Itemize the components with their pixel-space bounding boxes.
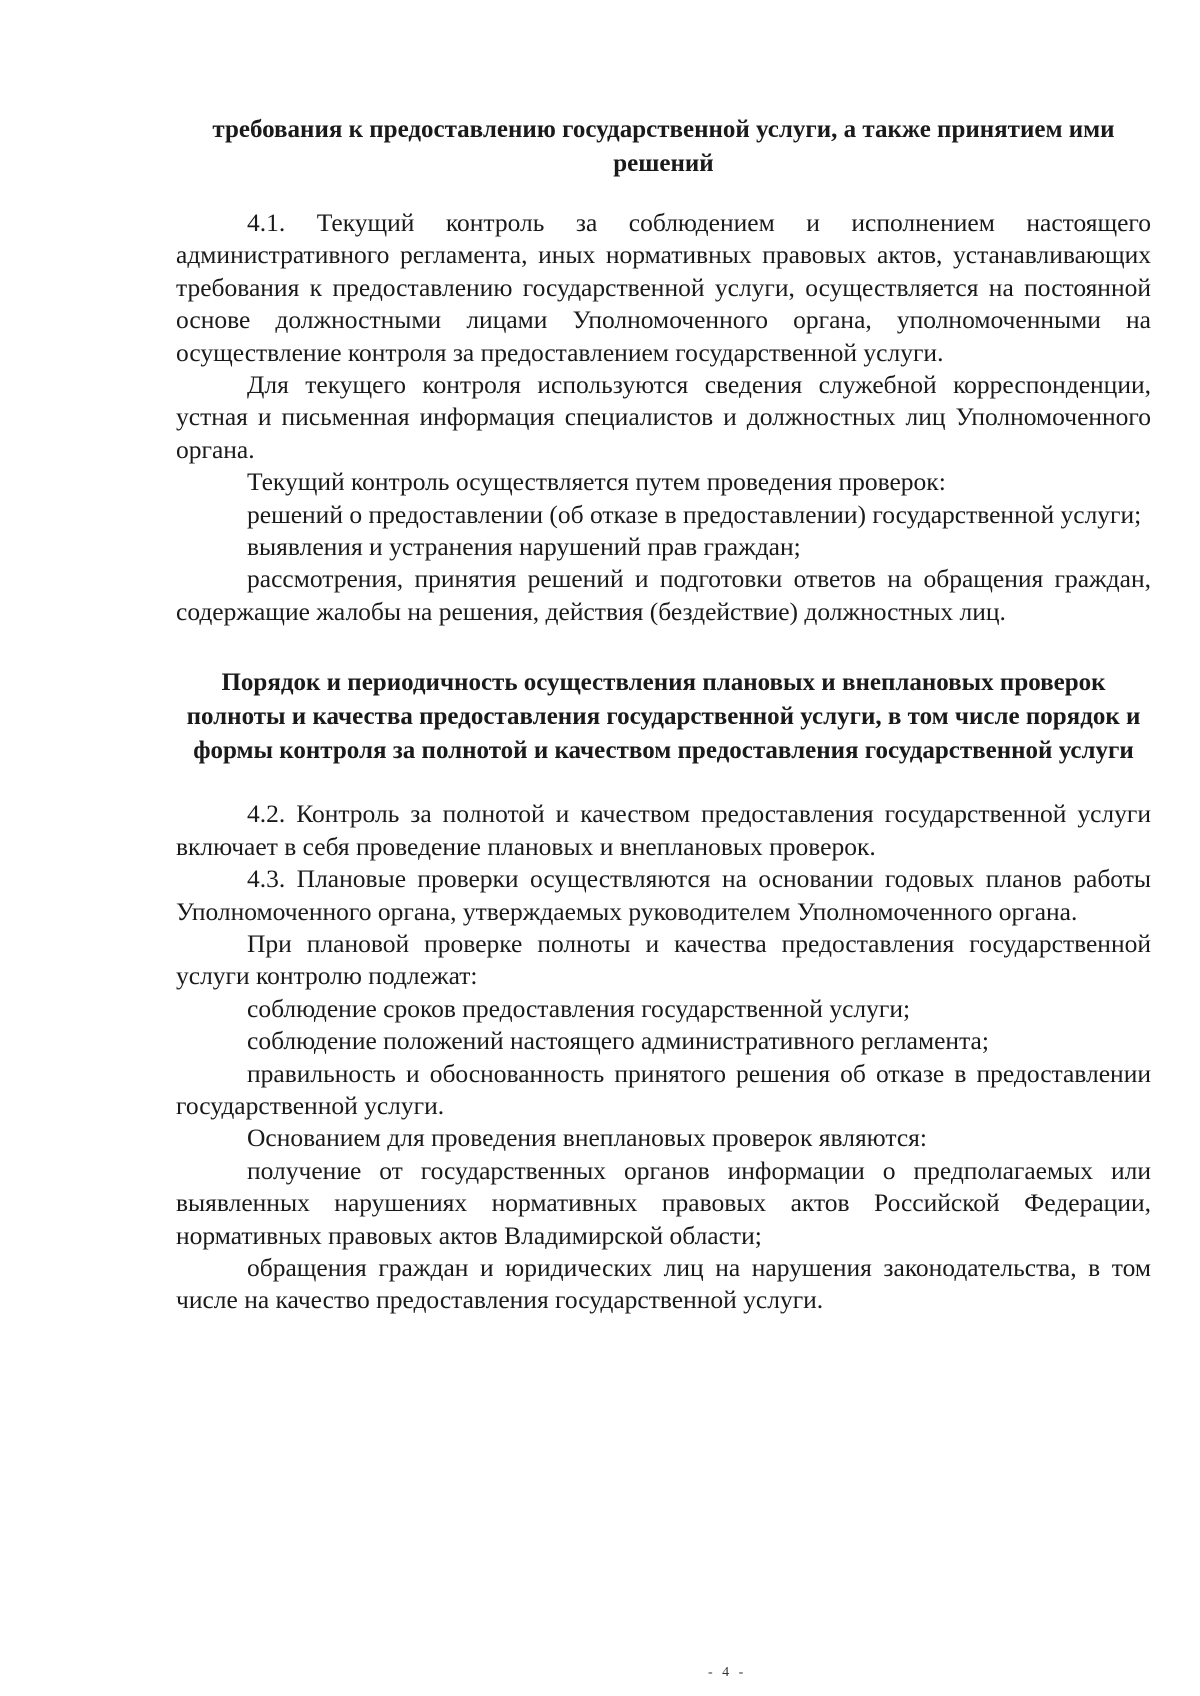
paragraph-subject-refusal: правильность и обоснованность принятого решения об отказе в предоставлении государственной услуги. [176,1058,1151,1120]
section-current-control [176,207,1151,628]
paragraph-4-1: 4.1. Текущий контроль за соблюдением и исполнением настоящего административного регламента, иных нормативных правовых актов, устанавливающих требования к предоставлению государственной услуги, осуществляется на постоянной основе должностными лицами Уполномоченного органа, уполномоченными на осуществление контроля за предоставлением государственной услуги. [176,208,1151,367]
paragraph-ground-information: получение от государственных органов информации о предполагаемых или выявленных нарушениях нормативных правовых актов Российской Федерации, нормативных правовых актов Владимирской области; [176,1155,1151,1250]
page-number: - 4 - [708,1665,747,1680]
section-inspections [176,798,1151,1317]
paragraph-checks-intro: Текущий контроль осуществляется путем проведения проверок: [247,467,946,497]
paragraph-ground-appeals: обращения граждан и юридических лиц на нарушения законодательства, в том числе на качество предоставления государственной услуги. [176,1252,1151,1315]
section-heading-control: требования к предоставлению государственной услуги, а также принятием ими решений [212,116,1115,177]
paragraph-4-2: 4.2. Контроль за полнотой и качеством предоставления государственной услуги включает в себя проведение плановых и внеплановых проверок. [176,799,1151,861]
paragraph-check-violations: выявления и устранения нарушений прав граждан; [247,532,801,562]
section-heading-inspections: Порядок и периодичность осуществления плановых и внеплановых проверок полноты и качества предоставления государственной услуги, в том числе порядок и формы контроля за полнотой и качеством предоставления государственной услуги [186,669,1141,765]
paragraph-4-3: 4.3. Плановые проверки осуществляются на основании годовых планов работы Уполномоченного органа, утверждаемых руководителем Уполномоченного органа. [176,864,1151,926]
paragraph-subject-regulation: соблюдение положений настоящего административного регламента; [247,1026,989,1056]
paragraph-planned-check-subjects: При плановой проверке полноты и качества предоставления государственной услуги контролю подлежат: [176,928,1151,991]
paragraph-unplanned-grounds: Основанием для проведения внеплановых проверок являются: [247,1123,927,1153]
paragraph-check-complaints: рассмотрения, принятия решений и подготовки ответов на обращения граждан, содержащие жалобы на решения, действия (бездействие) должностных лиц. [176,564,1151,626]
paragraph-check-decisions: решений о предоставлении (об отказе в предоставлении) государственной услуги; [247,499,1142,529]
document-page [176,113,1151,1317]
paragraph-current-control-sources: Для текущего контроля используются сведения служебной корреспонденции, устная и письменная информация специалистов и должностных лиц Уполномоченного органа. [176,370,1151,464]
paragraph-subject-deadlines: соблюдение сроков предоставления государственной услуги; [247,993,911,1023]
